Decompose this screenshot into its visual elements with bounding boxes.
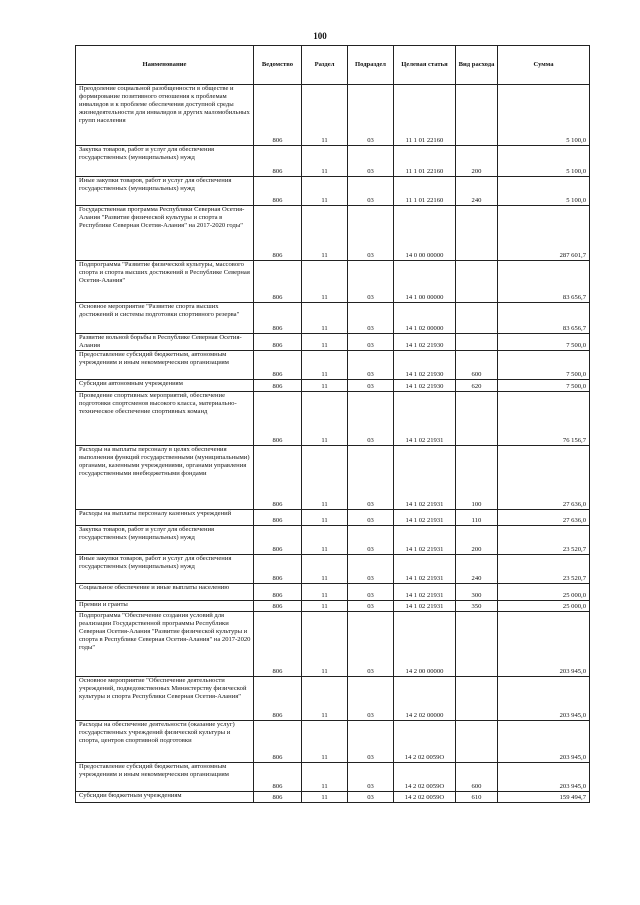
row-article-cell: 14 2 02 0059О <box>394 763 456 792</box>
row-expense-type-cell <box>456 303 498 334</box>
row-dept-cell: 806 <box>254 351 302 380</box>
row-expense-type-cell <box>456 721 498 763</box>
row-article-cell: 14 2 02 0059О <box>394 792 456 803</box>
row-name-cell: Развитие вольной борьбы в Республике Северная Осетия-Алания <box>76 334 254 351</box>
row-subsection-cell: 03 <box>348 303 394 334</box>
row-dept-cell: 806 <box>254 303 302 334</box>
row-article-cell: 14 1 02 21930 <box>394 334 456 351</box>
row-amount-cell: 287 601,7 <box>498 206 590 261</box>
row-subsection-cell: 03 <box>348 177 394 206</box>
row-name-cell: Субсидии бюджетным учреждениям <box>76 792 254 803</box>
row-amount-cell: 203 945,0 <box>498 612 590 677</box>
row-name-cell: Премии и гранты <box>76 601 254 612</box>
table-row <box>76 351 590 380</box>
row-amount-cell: 5 100,0 <box>498 146 590 177</box>
row-article-cell: 14 2 00 00000 <box>394 612 456 677</box>
row-dept-cell: 806 <box>254 584 302 601</box>
row-dept-cell: 806 <box>254 261 302 303</box>
row-expense-type-cell: 610 <box>456 792 498 803</box>
row-name-cell: Субсидии автономным учреждениям <box>76 380 254 392</box>
row-section-cell: 11 <box>302 380 348 392</box>
row-dept-cell: 806 <box>254 206 302 261</box>
table-row <box>76 601 590 612</box>
row-amount-cell: 23 520,7 <box>498 555 590 584</box>
row-expense-type-cell: 200 <box>456 146 498 177</box>
table-row <box>76 85 590 146</box>
column-header-amount: Сумма <box>498 46 590 85</box>
row-subsection-cell: 03 <box>348 601 394 612</box>
row-expense-type-cell: 240 <box>456 555 498 584</box>
row-section-cell: 11 <box>302 334 348 351</box>
row-dept-cell: 806 <box>254 380 302 392</box>
table-row <box>76 261 590 303</box>
column-header-section: Раздел <box>302 46 348 85</box>
row-name-cell: Расходы на обеспечение деятельности (оказание услуг) государственных учреждений физической культуры и спорта, центров спортивной подготовки <box>76 721 254 763</box>
row-article-cell: 14 2 02 0059О <box>394 721 456 763</box>
row-section-cell: 11 <box>302 510 348 526</box>
row-name-cell: Закупка товаров, работ и услуг для обеспечения государственных (муниципальных) нужд <box>76 526 254 555</box>
row-subsection-cell: 03 <box>348 612 394 677</box>
row-subsection-cell: 03 <box>348 446 394 510</box>
row-name-cell: Предоставление субсидий бюджетным, автономным учреждениям и иным некоммерческим организациям <box>76 763 254 792</box>
column-header-article: Целевая статья <box>394 46 456 85</box>
row-amount-cell: 27 636,0 <box>498 446 590 510</box>
row-dept-cell: 806 <box>254 177 302 206</box>
row-name-cell: Иные закупки товаров, работ и услуг для обеспечения государственных (муниципальных) нужд <box>76 555 254 584</box>
row-amount-cell: 203 945,0 <box>498 721 590 763</box>
row-name-cell: Иные закупки товаров, работ и услуг для обеспечения государственных (муниципальных) нужд <box>76 177 254 206</box>
row-subsection-cell: 03 <box>348 510 394 526</box>
table-header-row <box>76 46 590 85</box>
column-header-expense-type: Вид расхода <box>456 46 498 85</box>
row-name-cell: Предоставление субсидий бюджетным, автономным учреждениям и иным некоммерческим организациям <box>76 351 254 380</box>
row-article-cell: 14 1 02 21931 <box>394 601 456 612</box>
row-article-cell: 14 1 02 21931 <box>394 392 456 446</box>
row-amount-cell: 25 000,0 <box>498 601 590 612</box>
table-row <box>76 380 590 392</box>
column-header-subsection: Подраздел <box>348 46 394 85</box>
row-expense-type-cell: 600 <box>456 351 498 380</box>
table-row <box>76 612 590 677</box>
row-dept-cell: 806 <box>254 612 302 677</box>
row-section-cell: 11 <box>302 351 348 380</box>
row-expense-type-cell: 240 <box>456 177 498 206</box>
row-dept-cell: 806 <box>254 677 302 721</box>
row-section-cell: 11 <box>302 177 348 206</box>
row-dept-cell: 806 <box>254 601 302 612</box>
row-article-cell: 14 1 02 21931 <box>394 584 456 601</box>
row-subsection-cell: 03 <box>348 85 394 146</box>
row-section-cell: 11 <box>302 261 348 303</box>
row-name-cell: Социальное обеспечение и иные выплаты населению <box>76 584 254 601</box>
budget-table <box>75 45 590 803</box>
row-name-cell: Проведение спортивных мероприятий, обеспечение подготовки спортсменов высокого класса, материально-техническое обеспечение спортивных команд <box>76 392 254 446</box>
row-dept-cell: 806 <box>254 446 302 510</box>
row-expense-type-cell: 620 <box>456 380 498 392</box>
row-article-cell: 14 1 00 00000 <box>394 261 456 303</box>
row-amount-cell: 83 656,7 <box>498 261 590 303</box>
row-article-cell: 14 2 02 00000 <box>394 677 456 721</box>
row-dept-cell: 806 <box>254 526 302 555</box>
row-amount-cell: 203 945,0 <box>498 677 590 721</box>
row-section-cell: 11 <box>302 303 348 334</box>
row-section-cell: 11 <box>302 146 348 177</box>
row-amount-cell: 27 636,0 <box>498 510 590 526</box>
row-article-cell: 14 1 02 21931 <box>394 555 456 584</box>
row-section-cell: 11 <box>302 584 348 601</box>
row-dept-cell: 806 <box>254 334 302 351</box>
row-subsection-cell: 03 <box>348 721 394 763</box>
row-name-cell: Подпрограмма "Обеспечение создания условий для реализации Государственной программы Республики Северная Осетия-Алания "Развитие физической культуры и спорта в Республике Северная Осетия-Алания" на 2017-2020 годы" <box>76 612 254 677</box>
row-article-cell: 14 0 00 00000 <box>394 206 456 261</box>
row-amount-cell: 203 945,0 <box>498 763 590 792</box>
row-section-cell: 11 <box>302 392 348 446</box>
row-amount-cell: 5 100,0 <box>498 85 590 146</box>
table-row <box>76 584 590 601</box>
row-section-cell: 11 <box>302 721 348 763</box>
row-amount-cell: 7 500,0 <box>498 334 590 351</box>
row-dept-cell: 806 <box>254 792 302 803</box>
row-subsection-cell: 03 <box>348 334 394 351</box>
row-article-cell: 14 1 02 21931 <box>394 526 456 555</box>
table-row <box>76 792 590 803</box>
row-amount-cell: 83 656,7 <box>498 303 590 334</box>
row-dept-cell: 806 <box>254 510 302 526</box>
table-row <box>76 526 590 555</box>
row-amount-cell: 25 000,0 <box>498 584 590 601</box>
row-article-cell: 14 1 02 21931 <box>394 446 456 510</box>
row-section-cell: 11 <box>302 763 348 792</box>
row-name-cell: Преодоление социальной разобщенности в обществе и формирование позитивного отношения к проблемам инвалидов и к проблеме обеспечения доступной среды жизнедеятельности для инвалидов и других маломобильных групп населения <box>76 85 254 146</box>
row-amount-cell: 5 100,0 <box>498 177 590 206</box>
row-amount-cell: 159 494,7 <box>498 792 590 803</box>
column-header-dept: Ведомство <box>254 46 302 85</box>
table-row <box>76 555 590 584</box>
row-expense-type-cell: 200 <box>456 526 498 555</box>
table-row <box>76 763 590 792</box>
table-row <box>76 206 590 261</box>
row-article-cell: 11 1 01 22160 <box>394 177 456 206</box>
row-subsection-cell: 03 <box>348 555 394 584</box>
row-dept-cell: 806 <box>254 555 302 584</box>
row-section-cell: 11 <box>302 601 348 612</box>
row-section-cell: 11 <box>302 206 348 261</box>
row-name-cell: Подпрограмма "Развитие физической культуры, массового спорта и спорта высших достижений в Республике Северная Осетия-Алания" <box>76 261 254 303</box>
row-expense-type-cell <box>456 261 498 303</box>
row-expense-type-cell: 350 <box>456 601 498 612</box>
table-row <box>76 392 590 446</box>
row-subsection-cell: 03 <box>348 526 394 555</box>
row-section-cell: 11 <box>302 555 348 584</box>
row-subsection-cell: 03 <box>348 763 394 792</box>
table-row <box>76 510 590 526</box>
row-article-cell: 14 1 02 21930 <box>394 351 456 380</box>
row-expense-type-cell <box>456 85 498 146</box>
row-name-cell: Расходы на выплаты персоналу казенных учреждений <box>76 510 254 526</box>
table-row <box>76 334 590 351</box>
table-row <box>76 303 590 334</box>
row-expense-type-cell <box>456 677 498 721</box>
row-amount-cell: 23 520,7 <box>498 526 590 555</box>
row-expense-type-cell <box>456 392 498 446</box>
row-name-cell: Основное мероприятие "Обеспечение деятельности учреждений, подведомственных Министерству физической культуры и спорта Республики Северная Осетия-Алания" <box>76 677 254 721</box>
row-expense-type-cell: 100 <box>456 446 498 510</box>
row-name-cell: Государственная программа Республики Северная Осетия-Алания "Развитие физической культуры и спорта в Республике Северная Осетия-Алания" на 2017-2020 годы" <box>76 206 254 261</box>
row-subsection-cell: 03 <box>348 584 394 601</box>
table-row <box>76 721 590 763</box>
page-number: 100 <box>313 31 327 41</box>
table-row <box>76 446 590 510</box>
row-subsection-cell: 03 <box>348 677 394 721</box>
row-expense-type-cell <box>456 334 498 351</box>
row-article-cell: 14 1 02 21931 <box>394 510 456 526</box>
row-name-cell: Расходы на выплаты персоналу в целях обеспечения выполнения функций государственными (муниципальными) органами, казенными учреждениями, органами управления государственными внебюджетными фондами <box>76 446 254 510</box>
row-dept-cell: 806 <box>254 721 302 763</box>
row-subsection-cell: 03 <box>348 380 394 392</box>
row-dept-cell: 806 <box>254 763 302 792</box>
row-section-cell: 11 <box>302 446 348 510</box>
row-subsection-cell: 03 <box>348 261 394 303</box>
row-section-cell: 11 <box>302 526 348 555</box>
table-row <box>76 146 590 177</box>
row-dept-cell: 806 <box>254 146 302 177</box>
row-subsection-cell: 03 <box>348 392 394 446</box>
row-subsection-cell: 03 <box>348 206 394 261</box>
row-amount-cell: 7 500,0 <box>498 380 590 392</box>
table-body <box>76 85 590 803</box>
row-expense-type-cell: 300 <box>456 584 498 601</box>
row-subsection-cell: 03 <box>348 792 394 803</box>
row-expense-type-cell: 110 <box>456 510 498 526</box>
row-expense-type-cell <box>456 206 498 261</box>
row-expense-type-cell: 600 <box>456 763 498 792</box>
row-article-cell: 11 1 01 22160 <box>394 85 456 146</box>
row-dept-cell: 806 <box>254 392 302 446</box>
column-header-name: Наименование <box>76 46 254 85</box>
row-name-cell: Основное мероприятие "Развитие спорта высших достижений и системы подготовки спортивного резерва" <box>76 303 254 334</box>
row-subsection-cell: 03 <box>348 351 394 380</box>
row-section-cell: 11 <box>302 612 348 677</box>
table-row <box>76 177 590 206</box>
row-name-cell: Закупка товаров, работ и услуг для обеспечения государственных (муниципальных) нужд <box>76 146 254 177</box>
table-row <box>76 677 590 721</box>
row-subsection-cell: 03 <box>348 146 394 177</box>
row-amount-cell: 7 500,0 <box>498 351 590 380</box>
row-amount-cell: 76 156,7 <box>498 392 590 446</box>
row-dept-cell: 806 <box>254 85 302 146</box>
row-section-cell: 11 <box>302 792 348 803</box>
row-section-cell: 11 <box>302 677 348 721</box>
row-expense-type-cell <box>456 612 498 677</box>
row-article-cell: 14 1 02 00000 <box>394 303 456 334</box>
row-section-cell: 11 <box>302 85 348 146</box>
row-article-cell: 14 1 02 21930 <box>394 380 456 392</box>
row-article-cell: 11 1 01 22160 <box>394 146 456 177</box>
